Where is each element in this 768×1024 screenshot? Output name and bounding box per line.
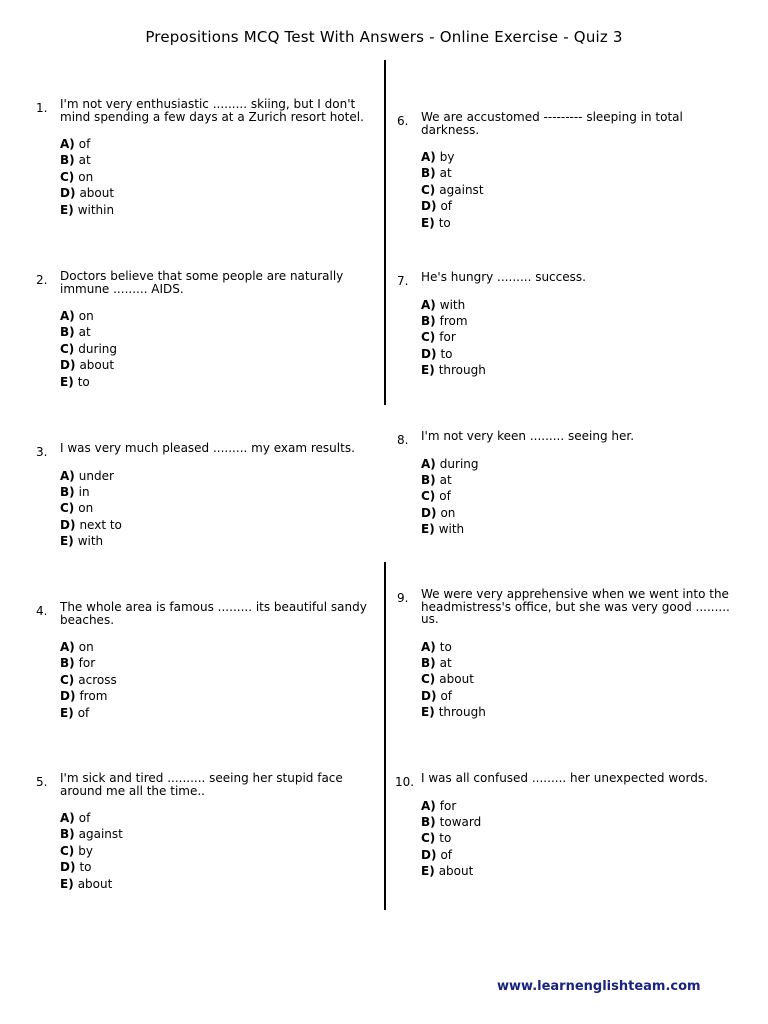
- option-a[interactable]: A) with: [421, 297, 466, 312]
- page-title: Prepositions MCQ Test With Answers - Online Exercise - Quiz 3: [145, 28, 623, 46]
- option-c[interactable]: C) about: [421, 672, 474, 687]
- option-a[interactable]: A) on: [60, 640, 94, 654]
- option-b[interactable]: B) in: [60, 484, 90, 499]
- option-b[interactable]: B) at: [421, 166, 452, 181]
- options-list: [421, 639, 733, 721]
- option-e[interactable]: E) of: [60, 705, 90, 720]
- options-list: [421, 456, 733, 538]
- option-b[interactable]: B) for: [60, 656, 96, 671]
- option-a[interactable]: A) of: [60, 811, 91, 825]
- question-number: 2.: [36, 273, 48, 287]
- option-a[interactable]: A) during: [421, 456, 479, 471]
- option-e[interactable]: E) to: [421, 215, 451, 230]
- option-d[interactable]: D) about: [60, 358, 115, 373]
- option-e[interactable]: E) about: [421, 864, 474, 879]
- option-c[interactable]: C) against: [421, 182, 484, 197]
- option-b[interactable]: B) at: [421, 472, 452, 487]
- option-e[interactable]: E) about: [60, 876, 113, 891]
- question-number: 4.: [36, 604, 48, 618]
- question-4: [36, 600, 372, 721]
- options-list: [421, 297, 733, 379]
- options-list: [421, 798, 733, 880]
- option-c[interactable]: C) for: [421, 330, 456, 345]
- question-text: I was all confused ......... her unexpected words.: [421, 771, 708, 785]
- option-a[interactable]: A) for: [421, 798, 457, 813]
- question-number: 10.: [395, 775, 415, 789]
- question-number: 8.: [397, 433, 409, 447]
- option-b[interactable]: B) against: [60, 827, 123, 842]
- question-10: [395, 771, 733, 879]
- option-a[interactable]: A) by: [421, 150, 455, 164]
- question-3: [36, 441, 372, 549]
- option-d[interactable]: D) on: [421, 505, 456, 520]
- option-d[interactable]: D) to: [60, 860, 92, 875]
- option-d[interactable]: D) next to: [60, 517, 122, 532]
- options-list: [60, 639, 372, 721]
- option-e[interactable]: E) within: [60, 202, 115, 217]
- option-b[interactable]: B) at: [60, 153, 91, 168]
- option-b[interactable]: B) from: [421, 313, 468, 328]
- option-d[interactable]: D) about: [60, 186, 115, 201]
- question-8: [397, 429, 733, 537]
- question-text: I'm not very keen ......... seeing her.: [421, 429, 635, 443]
- website-link[interactable]: www.learnenglishteam.com: [497, 979, 701, 994]
- column-divider-bottom: [384, 562, 386, 910]
- option-a[interactable]: A) on: [60, 309, 94, 323]
- options-list: [421, 149, 733, 231]
- option-a[interactable]: A) under: [60, 468, 114, 483]
- question-6: [397, 110, 733, 231]
- option-e[interactable]: E) through: [421, 363, 486, 378]
- question-text: The whole area is famous ......... its beautiful sandy beaches.: [60, 600, 367, 627]
- options-list: [60, 468, 372, 550]
- option-a[interactable]: A) to: [421, 639, 452, 654]
- option-e[interactable]: E) with: [421, 522, 465, 537]
- question-text: We were very apprehensive when we went into the headmistress's office, but she was very good ......... us.: [421, 587, 730, 626]
- option-c[interactable]: C) by: [60, 843, 94, 858]
- option-b[interactable]: B) toward: [421, 814, 482, 829]
- option-e[interactable]: E) through: [421, 705, 486, 720]
- options-list: [60, 136, 372, 218]
- question-number: 7.: [397, 274, 409, 288]
- question-text: He's hungry ......... success.: [421, 270, 586, 284]
- option-b[interactable]: B) at: [421, 655, 452, 670]
- options-list: [60, 308, 372, 390]
- question-number: 1.: [36, 101, 48, 115]
- option-c[interactable]: C) to: [421, 831, 452, 846]
- question-text: Doctors believe that some people are naturally immune ......... AIDS.: [60, 269, 344, 296]
- question-number: 9.: [397, 591, 409, 605]
- option-d[interactable]: D) of: [421, 847, 453, 862]
- options-list: [60, 810, 372, 892]
- question-7: [397, 270, 733, 378]
- question-text: I'm sick and tired .......... seeing her stupid face around me all the time..: [60, 771, 343, 798]
- question-text: I'm not very enthusiastic ......... skiing, but I don't mind spending a few days at a Zurich resort hotel.: [60, 97, 364, 124]
- option-b[interactable]: B) at: [60, 325, 91, 340]
- option-c[interactable]: C) on: [60, 169, 94, 184]
- option-c[interactable]: C) on: [60, 501, 94, 516]
- option-e[interactable]: E) with: [60, 534, 104, 549]
- question-text: I was very much pleased ......... my exam results.: [60, 441, 355, 455]
- option-d[interactable]: D) from: [60, 689, 108, 704]
- question-text: We are accustomed --------- sleeping in total darkness.: [421, 110, 683, 137]
- option-d[interactable]: D) of: [421, 688, 453, 703]
- question-2: [36, 269, 372, 390]
- question-1: [36, 97, 372, 218]
- question-number: 5.: [36, 775, 48, 789]
- option-d[interactable]: D) to: [421, 346, 453, 361]
- option-a[interactable]: A) of: [60, 137, 91, 151]
- question-5: [36, 771, 372, 892]
- question-number: 6.: [397, 114, 409, 128]
- option-c[interactable]: C) across: [60, 672, 117, 687]
- question-9: [397, 587, 733, 720]
- option-c[interactable]: C) during: [60, 341, 118, 356]
- option-c[interactable]: C) of: [421, 489, 451, 504]
- option-d[interactable]: D) of: [421, 199, 453, 214]
- column-divider-top: [384, 60, 386, 405]
- option-e[interactable]: E) to: [60, 374, 90, 389]
- question-number: 3.: [36, 445, 48, 459]
